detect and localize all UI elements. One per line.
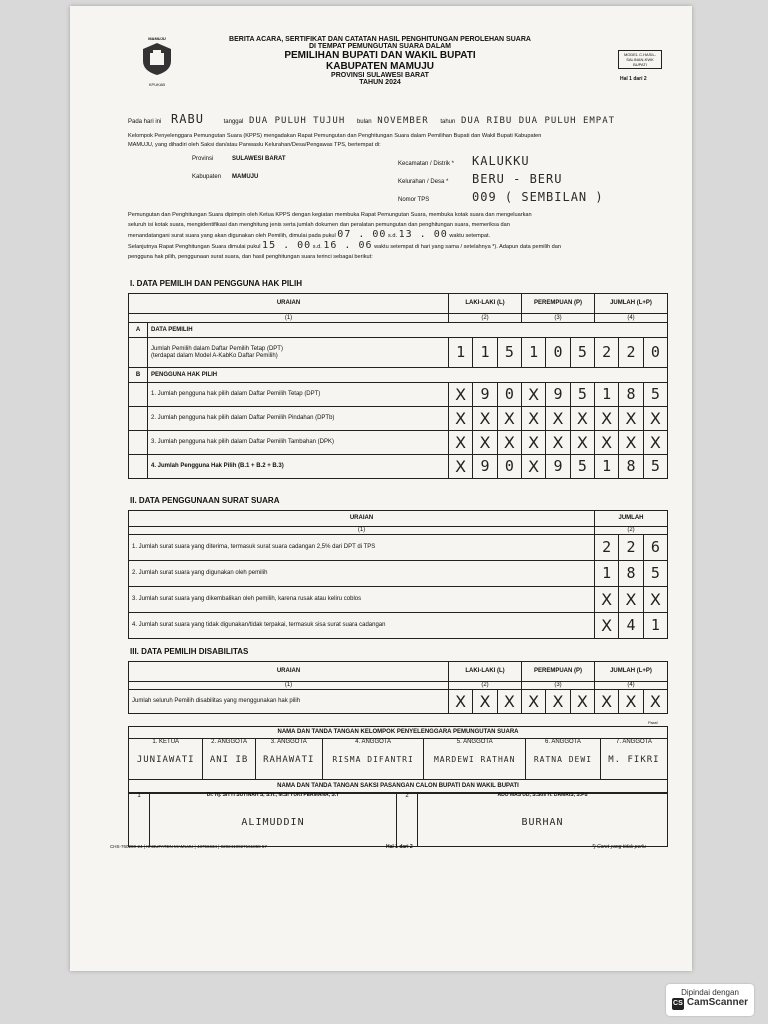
kecamatan-label: Kecamatan / Distrik * <box>398 161 455 167</box>
b1-digit: 0 <box>497 383 521 407</box>
kabupaten-value: MAMUJU <box>232 174 259 180</box>
dpt-digit: 1 <box>449 338 473 368</box>
section3-title: III. DATA PEMILIH DISABILITAS <box>130 647 249 656</box>
b3-digit: X <box>449 431 473 455</box>
b2-digit: X <box>473 407 497 431</box>
s2-r1-label: 1. Jumlah surat suara yang diterima, termasuk surat suara cadangan 2,5% dari DPT di TPS <box>129 535 595 561</box>
b4-digit: 8 <box>619 455 643 479</box>
kelurahan-value: BERU - BERU <box>472 172 563 186</box>
s2-r3-digit: X <box>643 587 667 613</box>
s3-n3: (3) <box>522 682 595 690</box>
intro-bulan-value: NOVEMBER <box>377 116 429 126</box>
header-line4: KABUPATEN MAMUJU <box>326 61 434 72</box>
b1-digit: 1 <box>595 383 619 407</box>
b3-label: 3. Jumlah pengguna hak pilih dalam Daftar Pemilih Tambahan (DPK) <box>148 431 449 455</box>
s2-r3-digit: X <box>595 587 619 613</box>
s3-digit: X <box>546 690 570 714</box>
table-row <box>129 561 668 587</box>
saksi-title: NAMA DAN TANDA TANGAN SAKSI PASANGAN CALON BUPATI DAN WAKIL BUPATI <box>129 780 668 794</box>
s3-n1: (1) <box>129 682 449 690</box>
s1-b: B <box>129 368 148 383</box>
s2-r2-digit: 1 <box>595 561 619 587</box>
table-row <box>129 383 668 407</box>
sig-name: M. FIKRI <box>608 754 660 765</box>
header-line3: PEMILIHAN BUPATI DAN WAKIL BUPATI <box>284 50 476 61</box>
header-line2: DI TEMPAT PEMUNGUTAN SUARA DALAM <box>308 43 452 50</box>
sig-cell <box>424 739 526 780</box>
b1-digit: 5 <box>643 383 667 407</box>
tps-value: 009 ( SEMBILAN ) <box>472 190 604 204</box>
b1-digit: 8 <box>619 383 643 407</box>
b2-digit: X <box>546 407 570 431</box>
rapat-line4b: waktu setempat di hari yang sama / setelahnya *). Adapun data pemilih dan <box>374 244 561 250</box>
dpt-digit: 2 <box>595 338 619 368</box>
sig-role: 7. ANGGOTA <box>615 739 652 745</box>
saksi1-no: 1 <box>129 793 150 847</box>
dpt-digit: 5 <box>570 338 594 368</box>
dpt-digit: 5 <box>497 338 521 368</box>
page-indicator: Hal 1 dari 2 <box>620 76 647 82</box>
table-row <box>129 535 668 561</box>
logo-top-text: MAMUJU <box>148 36 166 41</box>
s1-a-title: DATA PEMILIH <box>148 323 668 338</box>
s3-digit: X <box>619 690 643 714</box>
s1-n1: (1) <box>129 314 449 323</box>
header-line6: TAHUN 2024 <box>359 79 401 86</box>
camscanner-line1: Dipindai dengan <box>681 988 739 997</box>
document-page <box>70 6 692 971</box>
dpt-digit: 2 <box>619 338 643 368</box>
location-left <box>192 156 286 192</box>
b1-digit: X <box>522 383 546 407</box>
s3-digit: X <box>570 690 594 714</box>
kabupaten-label: Kabupaten <box>192 174 222 180</box>
sig-name: RATNA DEWI <box>533 754 593 764</box>
rapat-line3: menandatangani surat suara yang akan digunakan oleh Pemilih, dimulai pada pukul <box>128 233 336 239</box>
camscanner-line2: CamScanner <box>686 997 749 1008</box>
s2-n1: (1) <box>129 527 595 535</box>
dpt-digit: 0 <box>643 338 667 368</box>
saksi1-cell <box>150 793 397 847</box>
table-row <box>129 690 668 714</box>
sig-cell <box>129 739 203 780</box>
sig-name: ANI IB <box>209 754 249 765</box>
provinsi-label: Provinsi <box>192 156 214 162</box>
s3-digit: X <box>449 690 473 714</box>
s2-n2: (2) <box>595 527 668 535</box>
b4-digit: 1 <box>595 455 619 479</box>
s2-r1-digit: 6 <box>643 535 667 561</box>
kpu-logo <box>140 36 174 87</box>
b4-digit: 9 <box>473 455 497 479</box>
sig-role: 5. ANGGOTA <box>456 739 493 745</box>
s2-r4-digit: 1 <box>643 613 667 639</box>
b4-digit: 9 <box>546 455 570 479</box>
intro-para1a: Kelompok Penyelenggara Pemungutan Suara (KPPS) mengadakan Rapat Pemungutan dan Penghitungan Suara dalam Pemilihan Bupati dan Wakil Bupati Kabupaten <box>128 133 542 139</box>
dpt-label-2: (terdapat dalam Model A-KabKo Daftar Pemilih) <box>151 352 278 359</box>
intro-tanggal: tanggal <box>223 119 244 125</box>
time-start-1: 07 . 00 <box>337 229 387 240</box>
s3-digit: X <box>595 690 619 714</box>
dpt-label-1: Jumlah Pemilih dalam Daftar Pemilih Tetap (DPT) <box>151 345 283 352</box>
saksi2-no: 2 <box>397 793 418 847</box>
s1-n3: (3) <box>522 314 595 323</box>
b4-label: 4. Jumlah Pengguna Hak Pilih (B.1 + B.2 + B.3) <box>148 455 449 479</box>
b3-digit: X <box>643 431 667 455</box>
b3-digit: X <box>595 431 619 455</box>
header-line5: PROVINSI SULAWESI BARAT <box>331 72 429 79</box>
dpt-label <box>148 338 449 368</box>
dpt-digit: 1 <box>473 338 497 368</box>
b1-digit: 9 <box>473 383 497 407</box>
saksi2-cell <box>418 793 668 847</box>
s1-h-p: PEREMPUAN (P) <box>522 294 595 314</box>
rapat-paragraph <box>128 210 692 262</box>
table-row <box>129 407 668 431</box>
kpps-signature-row <box>129 739 668 780</box>
s3-h-uraian: URAIAN <box>129 662 449 682</box>
provinsi-value: SULAWESI BARAT <box>232 156 286 162</box>
time-end-1: 13 . 00 <box>398 229 448 240</box>
footer-note: *) Coret yang tidak perlu <box>592 844 646 850</box>
time-end-2: 16 . 06 <box>323 240 373 251</box>
section1-table <box>128 293 668 479</box>
sig-role: 2. ANGGOTA <box>211 739 248 745</box>
table-row <box>129 613 668 639</box>
b2-digit: X <box>522 407 546 431</box>
b3-digit: X <box>473 431 497 455</box>
saksi2-name: BURHAN <box>521 816 564 828</box>
s2-r1-digit: 2 <box>595 535 619 561</box>
sig-name: RAHAWATI <box>263 754 315 765</box>
document-header <box>180 36 580 86</box>
camscanner-watermark <box>666 984 754 1016</box>
paraf-label: Paraf <box>648 720 658 725</box>
s2-r3-digit: X <box>619 587 643 613</box>
s2-r2-label: 2. Jumlah surat suara yang digunakan oleh pemilih <box>129 561 595 587</box>
sig-cell <box>600 739 667 780</box>
b4-digit: X <box>449 455 473 479</box>
table-row <box>129 431 668 455</box>
intro-bulan: bulan <box>356 119 372 125</box>
camscanner-icon: CS <box>672 998 684 1010</box>
sig-name: RISMA DIFANTRI <box>332 754 414 764</box>
dpt-digit: 1 <box>522 338 546 368</box>
sig-name: JUNIAWATI <box>136 754 195 765</box>
b3-digit: X <box>619 431 643 455</box>
saksi-signature-table <box>128 792 668 847</box>
s1-n4: (4) <box>595 314 668 323</box>
table-row <box>129 455 668 479</box>
intro-para1b: MAMUJU, yang dihadiri oleh Saksi dan/atau Panwaslu Kelurahan/Desa/Pengawas TPS, bertempat di: <box>128 142 381 148</box>
s3-digit: X <box>473 690 497 714</box>
s3-h-j: JUMLAH (L+P) <box>595 662 668 682</box>
b2-digit: X <box>497 407 521 431</box>
footer-page: Hal 1 dari 2 <box>386 844 413 850</box>
b3-digit: X <box>546 431 570 455</box>
rapat-line5: pengguna hak pilih, penggunaan surat suara, dan hasil penghitungan suara terinci sebagai berikut: <box>128 254 373 260</box>
saksi1-name: ALIMUDDIN <box>241 816 305 828</box>
b2-label: 2. Jumlah pengguna hak pilih dalam Daftar Pemilih Pindahan (DPTb) <box>148 407 449 431</box>
b4-digit: X <box>522 455 546 479</box>
intro-line <box>128 112 668 126</box>
s2-r4-label: 4. Jumlah surat suara yang tidak digunakan/tidak terpakai, termasuk sisa surat suara cadangan <box>129 613 595 639</box>
s2-r3-label: 3. Jumlah surat suara yang dikembalikan oleh pemilih, karena rusak atau keliru coblos <box>129 587 595 613</box>
rapat-line1: Pemungutan dan Penghitungan Suara dipimpin oleh Ketua KPPS dengan kegiatan membuka Rapat Pemungutan Suara, membuka kotak suara dan mengeluarkan <box>128 212 532 218</box>
table-row <box>129 338 668 368</box>
b4-digit: 5 <box>570 455 594 479</box>
s2-r4-digit: 4 <box>619 613 643 639</box>
s3-h-p: PEREMPUAN (P) <box>522 662 595 682</box>
b2-digit: X <box>643 407 667 431</box>
intro-pada-hari: Pada hari ini <box>128 119 162 125</box>
model-box: MODEL C.HASIL-SALINAN-KWK BUPATI <box>618 50 662 69</box>
b3-digit: X <box>570 431 594 455</box>
intro-tahun: tahun <box>440 119 456 125</box>
s3-h-l: LAKI-LAKI (L) <box>449 662 522 682</box>
section3-table <box>128 661 668 714</box>
sig-role: 3. ANGGOTA <box>270 739 307 745</box>
s1-h-l: LAKI-LAKI (L) <box>449 294 522 314</box>
s2-h-uraian: URAIAN <box>129 511 595 527</box>
s1-h-j: JUMLAH (L+P) <box>595 294 668 314</box>
sig-cell <box>526 739 601 780</box>
sig-role: 6. ANGGOTA <box>544 739 581 745</box>
s2-r2-digit: 5 <box>643 561 667 587</box>
b3-digit: X <box>522 431 546 455</box>
kpps-title: NAMA DAN TANDA TANGAN KELOMPOK PENYELENGGARA PEMUNGUTAN SUARA <box>129 727 668 739</box>
s3-digit: X <box>522 690 546 714</box>
s1-h-uraian: URAIAN <box>129 294 449 314</box>
kpps-signature-table <box>128 726 668 794</box>
table-row <box>129 587 668 613</box>
sig-cell <box>255 739 322 780</box>
s1-n2: (2) <box>449 314 522 323</box>
kecamatan-value: KALUKKU <box>472 154 530 168</box>
s3-n4: (4) <box>595 682 668 690</box>
tps-label: Nomor TPS <box>398 197 430 203</box>
footer-code: CHS-760200-24 | KABUPATEN MAMUJU | 43756634 | 0202410027161858 57 <box>110 844 267 849</box>
saksi1-pair: Dr. Hj. SITTI SUTINAH S, S.H., M.Si YUKI PERMANA, S.T <box>206 792 340 798</box>
header-line1: BERITA ACARA, SERTIFIKAT DAN CATATAN HASIL PENGHITUNGAN PEROLEHAN SUARA <box>229 36 531 43</box>
b2-digit: X <box>595 407 619 431</box>
s1-b-title: PENGGUNA HAK PILIH <box>148 368 668 383</box>
s2-r2-digit: 8 <box>619 561 643 587</box>
sig-role: 1. KETUA <box>152 739 180 745</box>
rapat-line2: seluruh isi kotak suara, mengidentifikasi dan menghitung jenis serta jumlah dokumen dan peralatan pemungutan dan penghitungan suara, memeriksa dan <box>128 222 510 228</box>
b3-digit: X <box>497 431 521 455</box>
logo-bottom-text: KPUKAB <box>148 82 166 87</box>
s2-r1-digit: 2 <box>619 535 643 561</box>
section2-title: II. DATA PENGGUNAAN SURAT SUARA <box>130 496 280 505</box>
saksi2-pair: ADO MAS'UD, S.Sos H. DAMRIS, S.Pd <box>497 792 588 798</box>
section2-table <box>128 510 668 639</box>
b1-digit: 9 <box>546 383 570 407</box>
s3-label: Jumlah seluruh Pemilih disabilitas yang menggunakan hak pilih <box>129 690 449 714</box>
b4-digit: 0 <box>497 455 521 479</box>
s2-h-j: JUMLAH <box>595 511 668 527</box>
kelurahan-label: Kelurahan / Desa * <box>398 179 449 185</box>
location-right <box>398 154 604 208</box>
kpu-emblem-icon <box>140 41 174 77</box>
s1-a: A <box>129 323 148 338</box>
sig-cell <box>322 739 424 780</box>
intro-paragraph <box>128 132 688 150</box>
dpt-digit: 0 <box>546 338 570 368</box>
b4-digit: 5 <box>643 455 667 479</box>
b2-digit: X <box>570 407 594 431</box>
time-start-2: 15 . 00 <box>262 240 312 251</box>
intro-tahun-value: DUA RIBU DUA PULUH EMPAT <box>461 116 616 126</box>
sig-cell <box>203 739 255 780</box>
sig-name: MARDEWI RATHAN <box>433 754 516 764</box>
b2-digit: X <box>449 407 473 431</box>
s3-n2: (2) <box>449 682 522 690</box>
intro-tanggal-value: DUA PULUH TUJUH <box>248 116 346 126</box>
sd-1: s.d. <box>388 233 398 239</box>
intro-hari-value: RABU <box>171 112 204 126</box>
b2-digit: X <box>619 407 643 431</box>
b1-digit: X <box>449 383 473 407</box>
s3-digit: X <box>497 690 521 714</box>
s2-r4-digit: X <box>595 613 619 639</box>
waktu-setempat: waktu setempat. <box>449 233 491 239</box>
sig-role: 4. ANGGOTA <box>355 739 392 745</box>
b1-label: 1. Jumlah pengguna hak pilih dalam Daftar Pemilih Tetap (DPT) <box>148 383 449 407</box>
section1-title: I. DATA PEMILIH DAN PENGGUNA HAK PILIH <box>130 279 302 288</box>
s3-digit: X <box>643 690 667 714</box>
sd-2: s.d. <box>312 244 322 250</box>
b1-digit: 5 <box>570 383 594 407</box>
rapat-line4: Selanjutnya Rapat Penghitungan Suara dimulai pukul <box>128 244 261 250</box>
